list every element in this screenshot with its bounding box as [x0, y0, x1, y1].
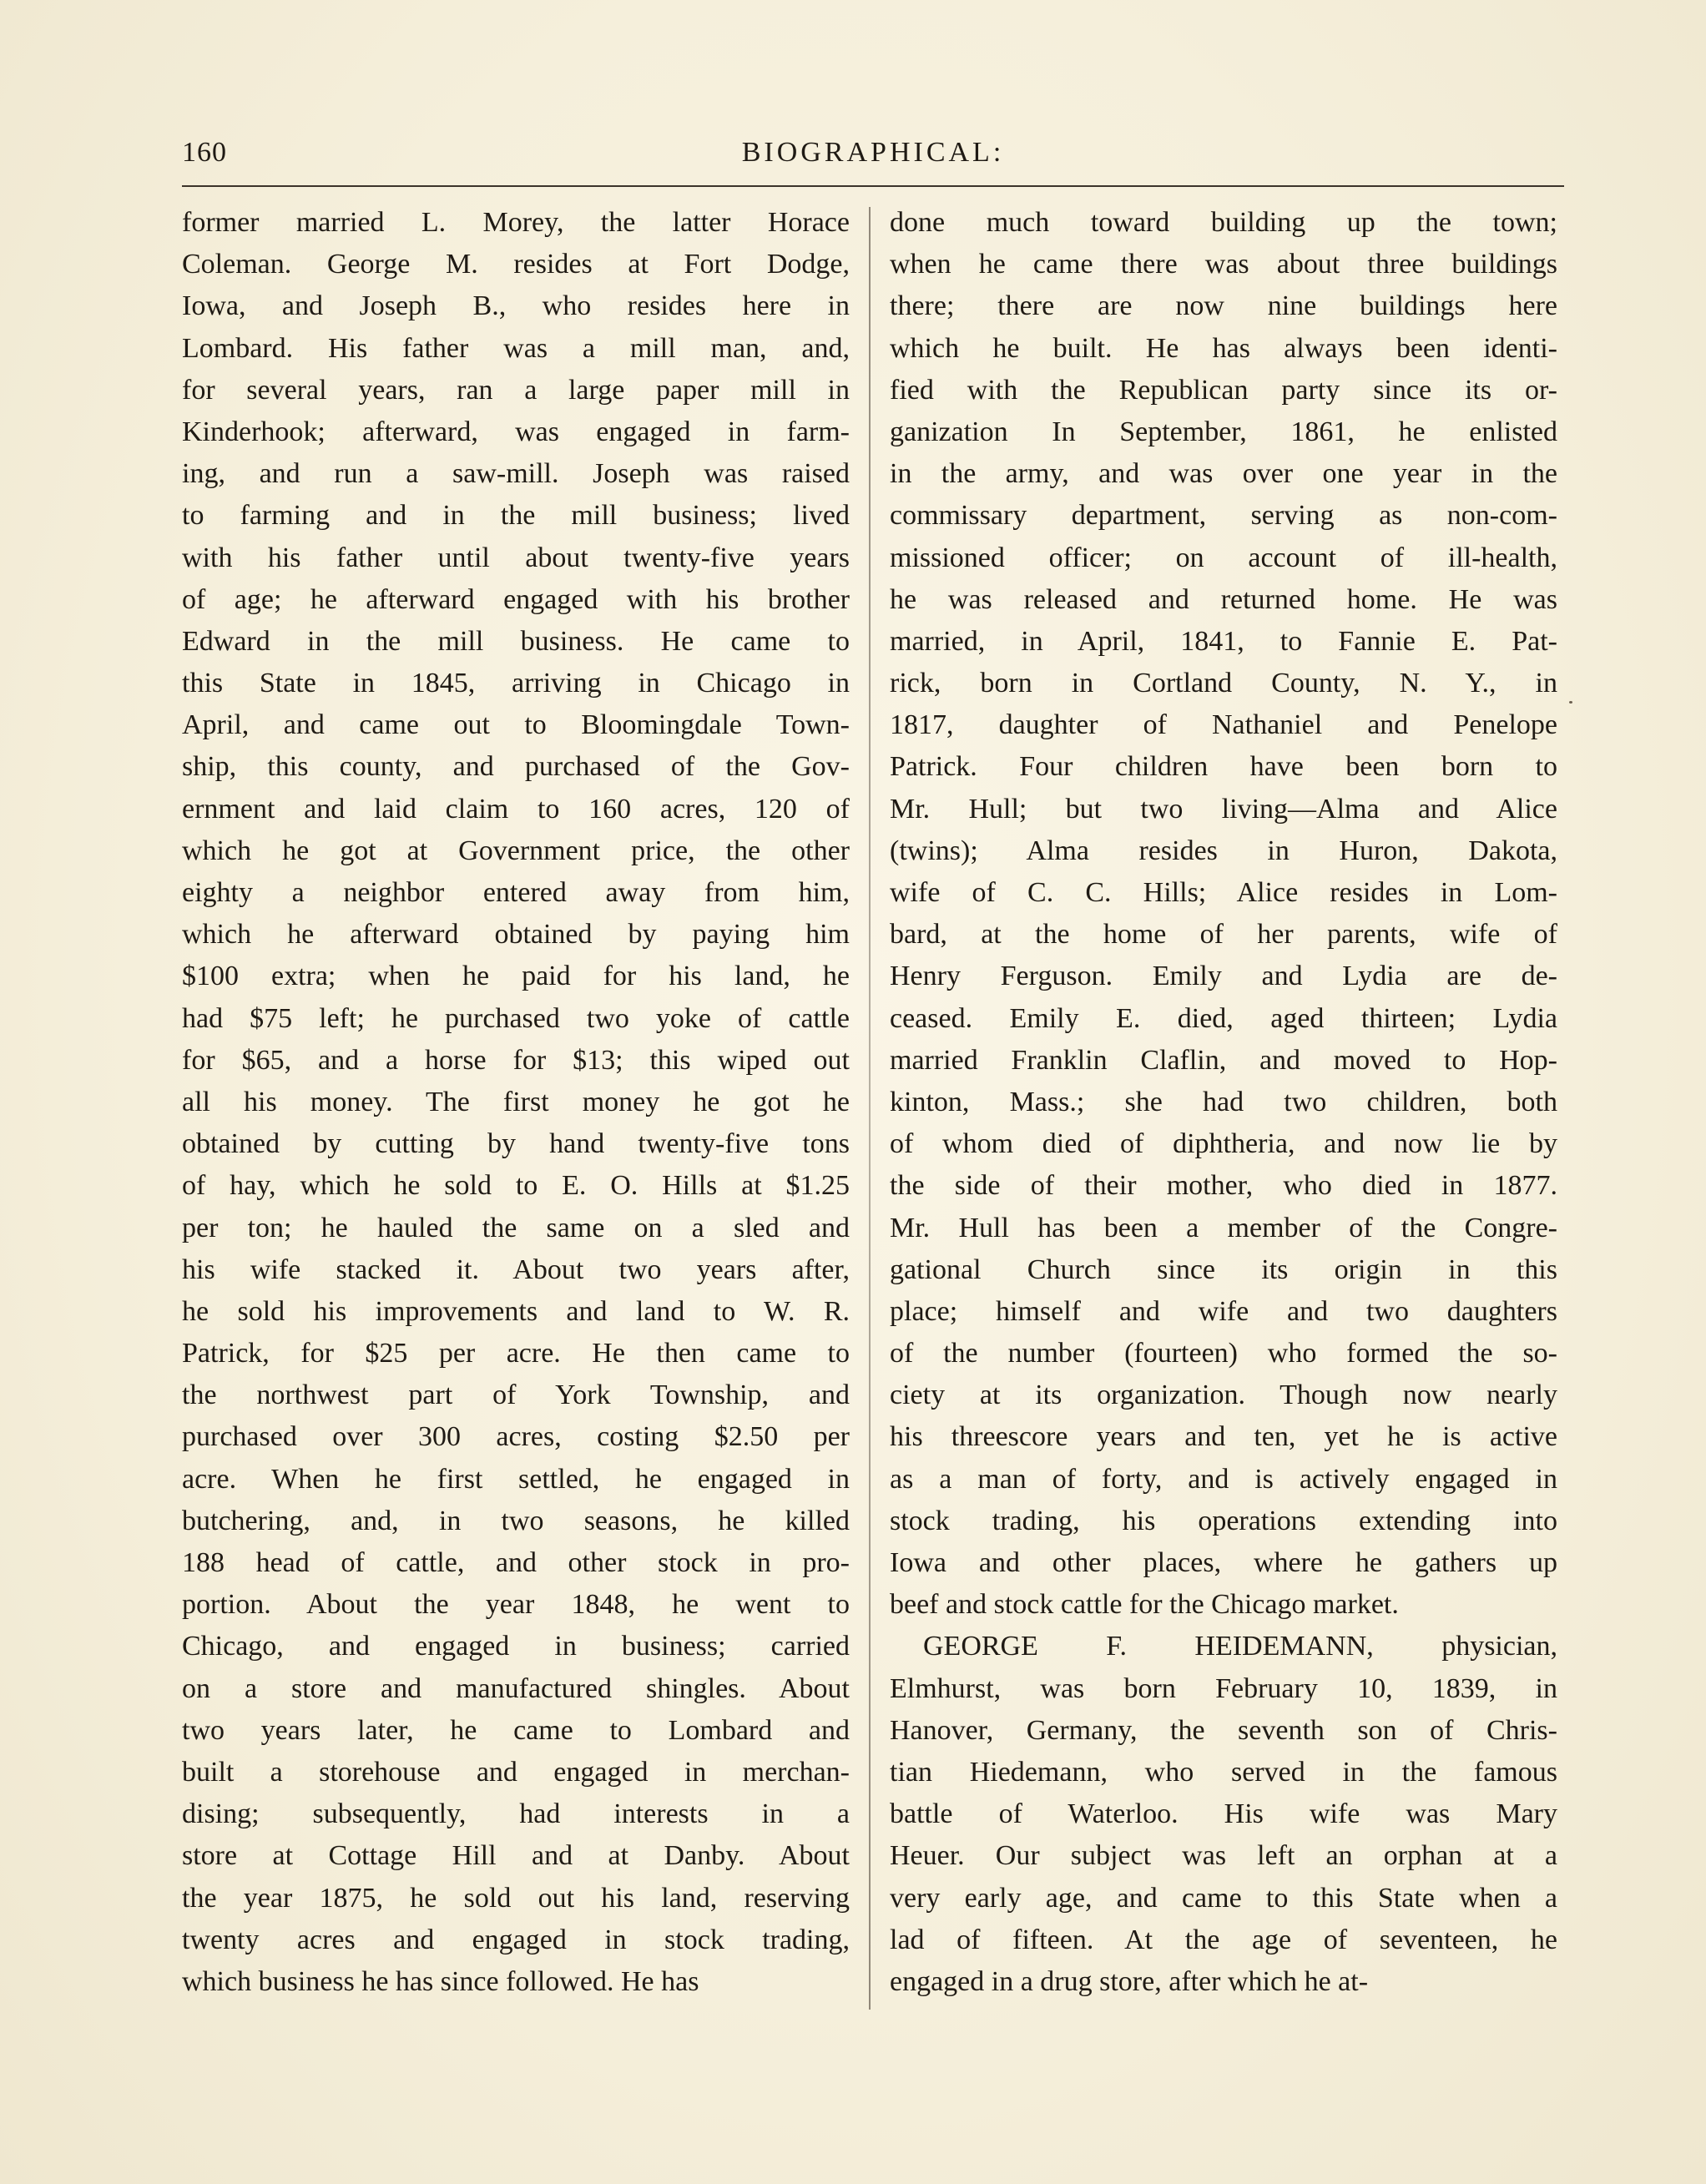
text-line: the side of their mother, who died in 1877. — [890, 1170, 1557, 1202]
text-line: ciety at its organization. Though now nearly — [890, 1380, 1557, 1411]
text-line: rick, born in Cortland County, N. Y., in — [890, 668, 1557, 699]
text-line: Heuer. Our subject was left an orphan at a — [890, 1840, 1557, 1872]
text-line: tian Hiedemann, who served in the famous — [890, 1756, 1557, 1788]
text-line: there; there are now nine buildings here — [890, 290, 1557, 322]
text-line: of age; he afterward engaged with his brother — [182, 583, 850, 615]
text-line: Iowa, and Joseph B., who resides here in — [182, 290, 850, 322]
text-line: eighty a neighbor entered away from him, — [182, 877, 850, 908]
text-line: which he afterward obtained by paying him — [182, 919, 850, 951]
running-head: BIOGRAPHICAL: — [741, 137, 1005, 168]
text-line: wife of C. C. Hills; Alice resides in Lom- — [890, 877, 1557, 908]
text-line: Chicago, and engaged in business; carried — [182, 1631, 850, 1662]
text-line: acre. When he first settled, he engaged in — [182, 1463, 850, 1495]
text-line: $100 extra; when he paid for his land, he — [182, 961, 850, 992]
text-line: (twins); Alma resides in Huron, Dakota, — [890, 835, 1557, 866]
right-column — [890, 202, 1557, 2003]
text-line: ganization In September, 1861, he enlisted — [890, 416, 1557, 447]
text-line: gational Church since its origin in this — [890, 1253, 1557, 1285]
text-line: had $75 left; he purchased two yoke of cattle — [182, 1002, 850, 1034]
text-line: Kinderhook; afterward, was engaged in farm- — [182, 416, 850, 447]
text-line: Elmhurst, was born February 10, 1839, in — [890, 1672, 1557, 1704]
text-line: Iowa and other places, where he gathers up — [890, 1547, 1557, 1578]
text-line: which business he has since followed. He has — [182, 1965, 699, 1997]
text-line: with his father until about twenty-five years — [182, 542, 850, 573]
header-rule — [182, 185, 1564, 187]
text-line: this State in 1845, arriving in Chicago in — [182, 668, 850, 699]
text-line: he sold his improvements and land to W. R. — [182, 1295, 850, 1327]
left-column — [182, 202, 850, 2003]
text-line: beef and stock cattle for the Chicago market. — [890, 1589, 1399, 1621]
text-line: Mr. Hull; but two living—Alma and Alice — [890, 793, 1557, 825]
text-line: ceased. Emily E. died, aged thirteen; Lydia — [890, 1002, 1557, 1034]
paper-speck — [1569, 701, 1572, 704]
text-line: done much toward building up the town; — [890, 207, 1557, 238]
text-line: stock trading, his operations extending into — [890, 1505, 1557, 1536]
text-line: April, and came out to Bloomingdale Town- — [182, 709, 850, 741]
text-line: Henry Ferguson. Emily and Lydia are de- — [890, 961, 1557, 992]
text-line: bard, at the home of her parents, wife of — [890, 919, 1557, 951]
text-line: in the army, and was over one year in the — [890, 458, 1557, 490]
text-line: 1817, daughter of Nathaniel and Penelope — [890, 709, 1557, 741]
text-line: ernment and laid claim to 160 acres, 120 of — [182, 793, 850, 825]
page-number: 160 — [182, 137, 227, 168]
text-line: of hay, which he sold to E. O. Hills at $1.25 — [182, 1170, 850, 1202]
text-line: very early age, and came to this State when a — [890, 1882, 1557, 1914]
text-line: the northwest part of York Township, and — [182, 1380, 850, 1411]
text-line: to farming and in the mill business; lived — [182, 500, 850, 532]
text-line: butchering, and, in two seasons, he killed — [182, 1505, 850, 1536]
text-line: he was released and returned home. He was — [890, 583, 1557, 615]
text-line: Patrick. Four children have been born to — [890, 751, 1557, 783]
text-line: two years later, he came to Lombard and — [182, 1714, 850, 1746]
text-line: for several years, ran a large paper mill in — [182, 374, 850, 406]
text-line: married Franklin Claflin, and moved to Hop- — [890, 1044, 1557, 1076]
text-line: purchased over 300 acres, costing $2.50 per — [182, 1421, 850, 1453]
text-line: which he got at Government price, the other — [182, 835, 850, 866]
text-line: for $65, and a horse for $13; this wiped out — [182, 1044, 850, 1076]
text-line: per ton; he hauled the same on a sled and — [182, 1212, 850, 1243]
text-line: his threescore years and ten, yet he is active — [890, 1421, 1557, 1453]
column-divider — [869, 207, 871, 2010]
text-line: of the number (fourteen) who formed the so- — [890, 1338, 1557, 1369]
text-line: built a storehouse and engaged in merchan- — [182, 1756, 850, 1788]
text-line: the year 1875, he sold out his land, reserving — [182, 1882, 850, 1914]
text-line: of whom died of diphtheria, and now lie by — [890, 1128, 1557, 1160]
text-line: store at Cottage Hill and at Danby. About — [182, 1840, 850, 1872]
text-line: dising; subsequently, had interests in a — [182, 1798, 850, 1830]
text-line: married, in April, 1841, to Fannie E. Pat- — [890, 625, 1557, 657]
text-line: Mr. Hull has been a member of the Congre- — [890, 1212, 1557, 1243]
text-line: GEORGE F. HEIDEMANN, physician, — [923, 1631, 1557, 1662]
text-line: engaged in a drug store, after which he at- — [890, 1965, 1369, 1997]
text-line: when he came there was about three buildings — [890, 249, 1557, 280]
text-line: which he built. He has always been identi- — [890, 332, 1557, 364]
text-line: former married L. Morey, the latter Horace — [182, 207, 850, 238]
text-line: 188 head of cattle, and other stock in pro- — [182, 1547, 850, 1578]
text-line: place; himself and wife and two daughters — [890, 1295, 1557, 1327]
text-line: lad of fifteen. At the age of seventeen, he — [890, 1924, 1557, 1955]
text-line: fied with the Republican party since its or- — [890, 374, 1557, 406]
text-line: all his money. The first money he got he — [182, 1086, 850, 1117]
text-line: ing, and run a saw-mill. Joseph was raised — [182, 458, 850, 490]
text-line: as a man of forty, and is actively engaged in — [890, 1463, 1557, 1495]
text-line: Edward in the mill business. He came to — [182, 625, 850, 657]
text-line: Patrick, for $25 per acre. He then came to — [182, 1338, 850, 1369]
text-line: Hanover, Germany, the seventh son of Chris- — [890, 1714, 1557, 1746]
text-line: missioned officer; on account of ill-health, — [890, 542, 1557, 573]
text-line: Lombard. His father was a mill man, and, — [182, 332, 850, 364]
text-line: obtained by cutting by hand twenty-five tons — [182, 1128, 850, 1160]
text-line: ship, this county, and purchased of the Gov- — [182, 751, 850, 783]
text-line: his wife stacked it. About two years after, — [182, 1253, 850, 1285]
text-line: Coleman. George M. resides at Fort Dodge, — [182, 249, 850, 280]
text-line: kinton, Mass.; she had two children, both — [890, 1086, 1557, 1117]
text-line: on a store and manufactured shingles. About — [182, 1672, 850, 1704]
text-line: twenty acres and engaged in stock trading, — [182, 1924, 850, 1955]
text-line: portion. About the year 1848, he went to — [182, 1589, 850, 1621]
text-line: battle of Waterloo. His wife was Mary — [890, 1798, 1557, 1830]
text-line: commissary department, serving as non-com- — [890, 500, 1557, 532]
page-header — [182, 132, 1564, 179]
